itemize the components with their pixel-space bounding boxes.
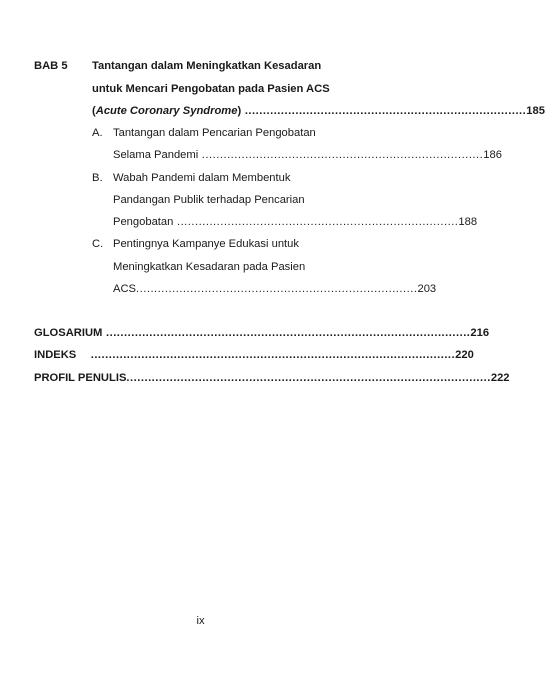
- chapter-title-line-3: (Acute Coronary Syndrome): [92, 105, 242, 117]
- back-matter-entry-indeks: [34, 348, 474, 362]
- chapter-title-line-1: Tantangan dalam Meningkatkan Kesadaran: [92, 60, 322, 72]
- subsection-entry-row: [113, 282, 437, 296]
- back-matter-title: PROFIL PENULIS: [34, 372, 127, 384]
- subsection-title-line-1: Wabah Pandemi dalam Membentuk: [113, 172, 291, 184]
- subsection-title-line-1: Tantangan dalam Pencarian Pengobatan: [113, 127, 316, 139]
- dot-leader: .....................................................................................................: [76, 349, 456, 361]
- dot-leader: .....................................................................................................: [102, 327, 471, 339]
- back-matter-title: GLOSARIUM: [34, 327, 103, 339]
- subsection-title-last: Selama Pandemi: [113, 149, 199, 161]
- subsection-entry-row: [113, 215, 478, 229]
- subsection-letter: B.: [92, 172, 103, 184]
- dot-leader: ..............................................................................: [173, 216, 459, 228]
- dot-leader: .....................................................................................................: [126, 372, 491, 384]
- subsection-page-number: 188: [458, 216, 478, 228]
- dot-leader: ..............................................................................: [241, 105, 527, 117]
- subsection-letter: A.: [92, 127, 103, 139]
- back-matter-entry-profil-penulis: [34, 371, 510, 385]
- chapter-title-line-2: untuk Mencari Pengobatan pada Pasien ACS: [92, 83, 330, 95]
- subsection-page-number: 186: [483, 149, 502, 161]
- page-number: ix: [196, 615, 205, 627]
- dot-leader: ..............................................................................: [136, 283, 418, 295]
- subsection-entry-row: [113, 148, 502, 162]
- subsection-page-number: 203: [417, 283, 437, 295]
- back-matter-page-number: 216: [470, 327, 490, 339]
- back-matter-page-number: 222: [490, 372, 510, 384]
- back-matter-page-number: 220: [455, 349, 474, 361]
- back-matter-entry-glosarium: [34, 326, 490, 340]
- dot-leader: ..............................................................................: [198, 149, 484, 161]
- subsection-title-line-2: Meningkatkan Kesadaran pada Pasien: [113, 261, 306, 273]
- subsection-title-line-2: Pandangan Publik terhadap Pencarian: [113, 194, 305, 206]
- subsection-letter: C.: [92, 238, 104, 250]
- subsection-title-last: Pengobatan: [113, 216, 174, 228]
- back-matter-title: INDEKS: [34, 349, 77, 361]
- chapter-label: BAB 5: [34, 60, 68, 72]
- subsection-title-line-1: Pentingnya Kampanye Edukasi untuk: [113, 238, 299, 250]
- subsection-title-last: ACS: [113, 283, 137, 295]
- chapter-page-number: 185: [526, 105, 545, 117]
- chapter-entry-row: [92, 104, 545, 118]
